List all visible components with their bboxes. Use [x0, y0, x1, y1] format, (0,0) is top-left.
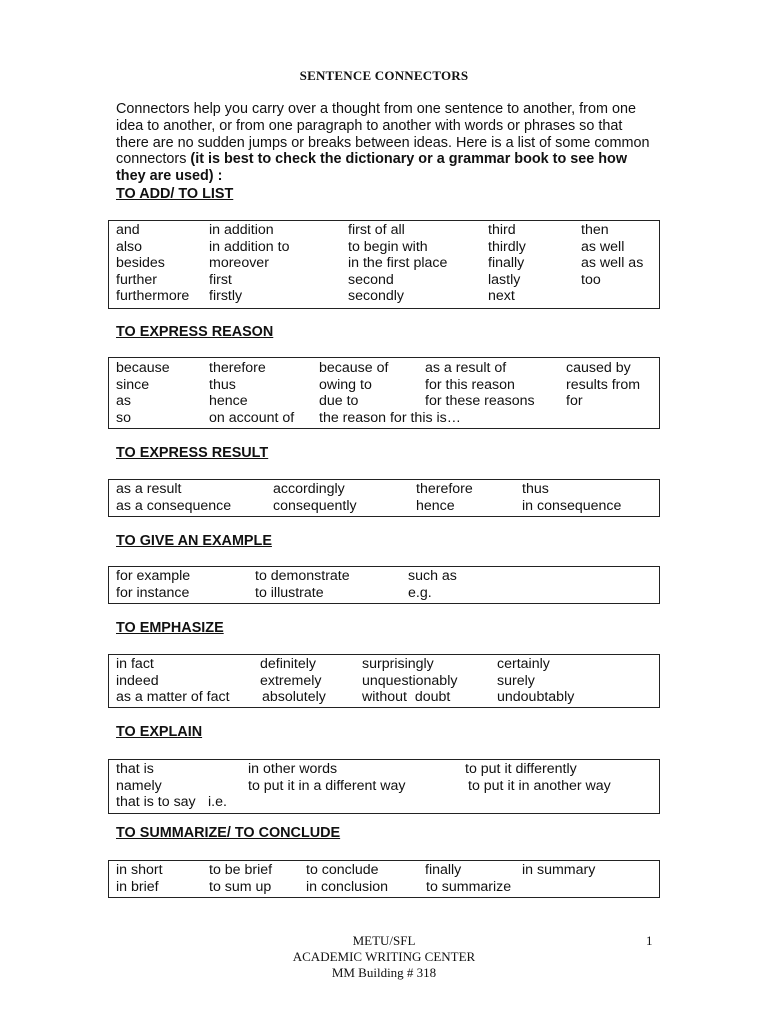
connector-cell: for instance	[116, 585, 190, 601]
section-heading-express-reason: TO EXPRESS REASON	[116, 324, 274, 340]
connector-cell: that is	[116, 761, 154, 777]
connector-cell: in fact	[116, 656, 154, 672]
connector-cell: unquestionably	[362, 672, 458, 689]
connector-cell: as a result	[116, 481, 182, 497]
connector-cell: for example	[116, 568, 191, 584]
connector-cell: in short	[116, 862, 163, 878]
connector-table-express-reason	[108, 357, 660, 429]
connector-cell: as well	[581, 238, 625, 255]
connector-cell: surely	[497, 672, 535, 689]
connector-cell: next	[488, 288, 515, 304]
connector-cell: hence	[416, 498, 455, 514]
connector-cell: as a matter of fact	[116, 689, 230, 705]
connector-cell: for this reason	[425, 376, 515, 393]
connector-cell: and	[116, 222, 140, 238]
connector-cell: on account of	[209, 410, 295, 426]
connector-cell: firstly	[209, 288, 243, 304]
connector-cell: absolutely	[262, 689, 326, 705]
section-heading-give-example: TO GIVE AN EXAMPLE	[116, 533, 272, 549]
connector-cell: thus	[522, 481, 549, 497]
page-title: SENTENCE CONNECTORS	[299, 68, 469, 83]
connector-cell: first of all	[348, 222, 405, 238]
connector-cell: owing to	[319, 376, 372, 393]
connector-cell: as well as	[581, 255, 644, 271]
connector-cell: in consequence	[522, 498, 622, 514]
connector-cell: to summarize	[426, 879, 512, 895]
connector-cell: first	[209, 271, 232, 288]
connector-table-summarize-conclude	[108, 860, 660, 898]
intro-bold-note: (it is best to check the dictionary or a grammar book to see how they are used) :	[116, 151, 628, 185]
connector-cell: thus	[209, 376, 236, 393]
connector-cell: indeed	[116, 672, 159, 689]
connector-cell: consequently	[273, 498, 357, 514]
section-heading-express-result: TO EXPRESS RESULT	[116, 445, 269, 461]
connector-cell: extremely	[260, 672, 322, 689]
connector-cell: finally	[488, 255, 525, 271]
connector-cell: results from	[566, 376, 641, 393]
connector-cell: thirdly	[488, 238, 526, 255]
connector-table-give-example	[108, 566, 660, 604]
connector-table-emphasize	[108, 654, 660, 708]
section-heading-add-list: TO ADD/ TO LIST	[116, 186, 234, 202]
connector-cell: hence	[209, 393, 248, 409]
connector-cell: further	[116, 271, 158, 288]
footer-line-institution: METU/SFL	[352, 933, 416, 948]
connector-cell: to begin with	[348, 238, 428, 255]
connector-cell: in conclusion	[306, 879, 389, 895]
connector-cell: the reason for this is…	[319, 410, 461, 426]
connector-table-express-result	[108, 479, 660, 517]
connector-cell: so	[116, 410, 131, 426]
footer-line-center: ACADEMIC WRITING CENTER	[292, 949, 476, 964]
connector-cell: to sum up	[209, 879, 272, 895]
connector-cell: in addition to	[209, 238, 290, 255]
intro-paragraph	[116, 101, 656, 185]
connector-cell: without doubt	[362, 689, 451, 705]
intro-text: Connectors help you carry over a thought from one sentence to another, from one idea to another, or from one paragraph to another with words or phrases so that there are no sudden jumps or breaks between ideas. Here is a list of some common connectors	[116, 101, 650, 168]
connector-cell: to illustrate	[255, 585, 324, 601]
section-heading-summarize-conclude: TO SUMMARIZE/ TO CONCLUDE	[116, 825, 341, 841]
connector-cell: to put it differently	[465, 761, 577, 777]
connector-cell: finally	[425, 862, 462, 878]
connector-cell: second	[348, 271, 394, 288]
connector-cell: to put it in another way	[468, 777, 611, 794]
connector-cell: such as	[408, 568, 457, 584]
connector-cell: for	[566, 393, 583, 409]
connector-cell: as a result of	[425, 360, 507, 376]
connector-cell: also	[116, 238, 143, 255]
page-number: 1	[646, 933, 653, 948]
connector-cell: too	[581, 271, 601, 288]
connector-cell: as	[116, 393, 131, 409]
connector-cell: as a consequence	[116, 498, 232, 514]
connector-cell: in brief	[116, 879, 159, 895]
footer-line-location: MM Building # 318	[331, 965, 437, 980]
connector-cell: because of	[319, 360, 389, 376]
connector-cell: furthermore	[116, 288, 190, 304]
connector-cell: to put it in a different way	[248, 777, 406, 794]
connector-cell: in summary	[522, 862, 596, 878]
connector-cell: e.g.	[408, 585, 432, 601]
connector-cell: secondly	[348, 288, 404, 304]
connector-cell: caused by	[566, 360, 631, 376]
connector-table-add-list	[108, 220, 660, 309]
connector-cell: i.e.	[208, 794, 227, 810]
connector-cell: since	[116, 376, 150, 393]
connector-cell: accordingly	[273, 481, 345, 497]
connector-cell: in the first place	[348, 255, 448, 271]
connector-cell: to demonstrate	[255, 568, 350, 584]
connector-cell: then	[581, 222, 609, 238]
section-heading-explain: TO EXPLAIN	[116, 724, 203, 740]
connector-cell: in addition	[209, 222, 274, 238]
connector-cell: third	[488, 222, 516, 238]
connector-cell: due to	[319, 393, 359, 409]
section-heading-emphasize: TO EMPHASIZE	[116, 620, 224, 636]
connector-cell: undoubtably	[497, 689, 575, 705]
connector-cell: definitely	[260, 656, 316, 672]
connector-cell: therefore	[416, 481, 473, 497]
connector-cell: for these reasons	[425, 393, 535, 409]
connector-cell: that is to say	[116, 794, 196, 810]
connector-cell: lastly	[488, 271, 521, 288]
connector-cell: therefore	[209, 360, 266, 376]
page-footer	[0, 933, 768, 981]
connector-cell: in other words	[248, 761, 338, 777]
connector-table-explain	[108, 759, 660, 814]
connector-cell: certainly	[497, 656, 550, 672]
connector-cell: to conclude	[306, 862, 379, 878]
connector-cell: surprisingly	[362, 656, 434, 672]
connector-cell: because	[116, 360, 170, 376]
connector-cell: to be brief	[209, 862, 273, 878]
connector-cell: moreover	[209, 255, 269, 271]
connector-cell: namely	[116, 777, 162, 794]
connector-cell: besides	[116, 255, 165, 271]
